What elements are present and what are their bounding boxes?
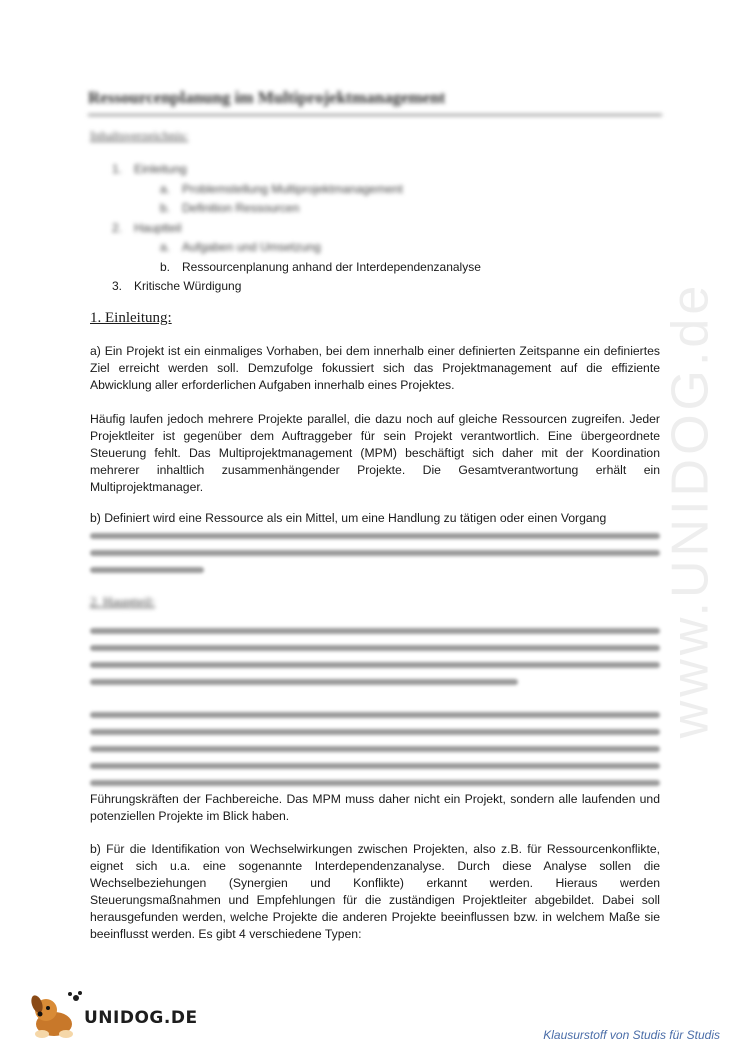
toc-item-label: Ressourcenplanung anhand der Interdependenzanalyse xyxy=(182,259,481,274)
toc-item-label: Definition Ressourcen xyxy=(182,201,300,215)
blurred-line xyxy=(90,527,660,544)
toc-item xyxy=(112,219,672,239)
toc-heading: Inhaltsverzeichnis: xyxy=(90,128,189,143)
paragraph: Führungskräften der Fachbereiche. Das MPM muss daher nicht ein Projekt, sondern alle laufenden und potenziellen Projekte im Blick haben. xyxy=(90,792,660,823)
paragraph-partially-blurred xyxy=(90,510,660,578)
toc-item xyxy=(112,258,672,278)
toc-item xyxy=(112,238,672,258)
toc-item-number: 1. xyxy=(112,162,123,176)
section-heading-hauptteil: 2. Hauptteil: xyxy=(90,594,155,609)
blurred-line xyxy=(90,561,660,578)
dog-mascot-icon xyxy=(26,990,82,1040)
paragraph-visible-line: b) Definiert wird eine Ressource als ein Mittel, um eine Handlung zu tätigen oder einen Vorgang xyxy=(90,511,607,525)
toc-item xyxy=(112,199,672,219)
toc-item-label: Problemstellung Multiprojektmanagement xyxy=(182,181,403,196)
paragraph: Häufig laufen jedoch mehrere Projekte parallel, die dazu noch auf gleiche Ressourcen zugreifen. Jeder Projektleiter ist gegenüber dem Auftraggeber für sein Projekt verantwortlich. Eine übergeordnete Steuerung fehlt. Das Multiprojektmanagement (MPM) beschäftigt sich daher mit der Koordination mehrerer inhaltlich zusammenhängender Projekte. Die Gesamtverantwortung erhält ein Multiprojektmanager. xyxy=(90,412,660,494)
table-of-contents xyxy=(112,160,672,297)
document-title: Ressourcenplanung im Multiprojektmanagement xyxy=(88,88,662,116)
toc-item-label: Einleitung xyxy=(134,162,187,176)
toc-item xyxy=(112,277,672,297)
blurred-paragraph xyxy=(90,622,660,690)
watermark-text: www.UNIDOG.de xyxy=(661,281,719,739)
toc-item-number: b. xyxy=(160,201,171,215)
watermark xyxy=(660,280,720,740)
section-heading-einleitung: 1. Einleitung: xyxy=(90,310,172,326)
toc-item-number: a. xyxy=(160,240,171,254)
paragraph: b) Für die Identifikation von Wechselwirkungen zwischen Projekten, also z.B. für Ressourcenkonflikte, eignet sich u.a. eine sogenannte Interdependenzanalyse. Durch diese Analyse sollen die Wechselbeziehungen (Synergien und Konflikte) erkannt werden. Hieraus werden Steuerungsmaßnahmen und Empfehlungen für die zuständigen Projektleiter abgebildet. Dabei soll herausgefunden werden, welche Projekte die anderen Projekte beeinflussen bzw. in welchem Maße sie beeinflusst werden. Es gibt 4 verschiedene Typen: xyxy=(90,842,660,941)
toc-item-number: 2. xyxy=(112,220,123,235)
blurred-line xyxy=(90,544,660,561)
toc-item-number: a. xyxy=(160,181,171,196)
blurred-paragraph xyxy=(90,706,660,791)
toc-item xyxy=(112,160,672,180)
toc-item-number: b. xyxy=(160,259,171,274)
footer-slogan: Klausurstoff von Studis für Studis xyxy=(543,1028,720,1042)
toc-item-number: 3. xyxy=(112,279,123,293)
toc-item xyxy=(112,180,672,200)
toc-item-label: Aufgaben und Umsetzung xyxy=(182,240,321,254)
paragraph: a) Ein Projekt ist ein einmaliges Vorhaben, bei dem innerhalb einer definierten Zeitspanne ein definiertes Ziel erreicht werden soll. Demzufolge fokussiert sich das Projektmanagement auf die effiziente Abwicklung aller erforderlichen Aufgaben innerhalb eines Projektes. xyxy=(90,344,660,392)
unidog-logo xyxy=(26,990,198,1040)
toc-item-label: Kritische Würdigung xyxy=(134,279,242,293)
logo-text: UNIDOG.DE xyxy=(84,1008,198,1028)
toc-item-label: Hauptteil xyxy=(134,220,182,235)
